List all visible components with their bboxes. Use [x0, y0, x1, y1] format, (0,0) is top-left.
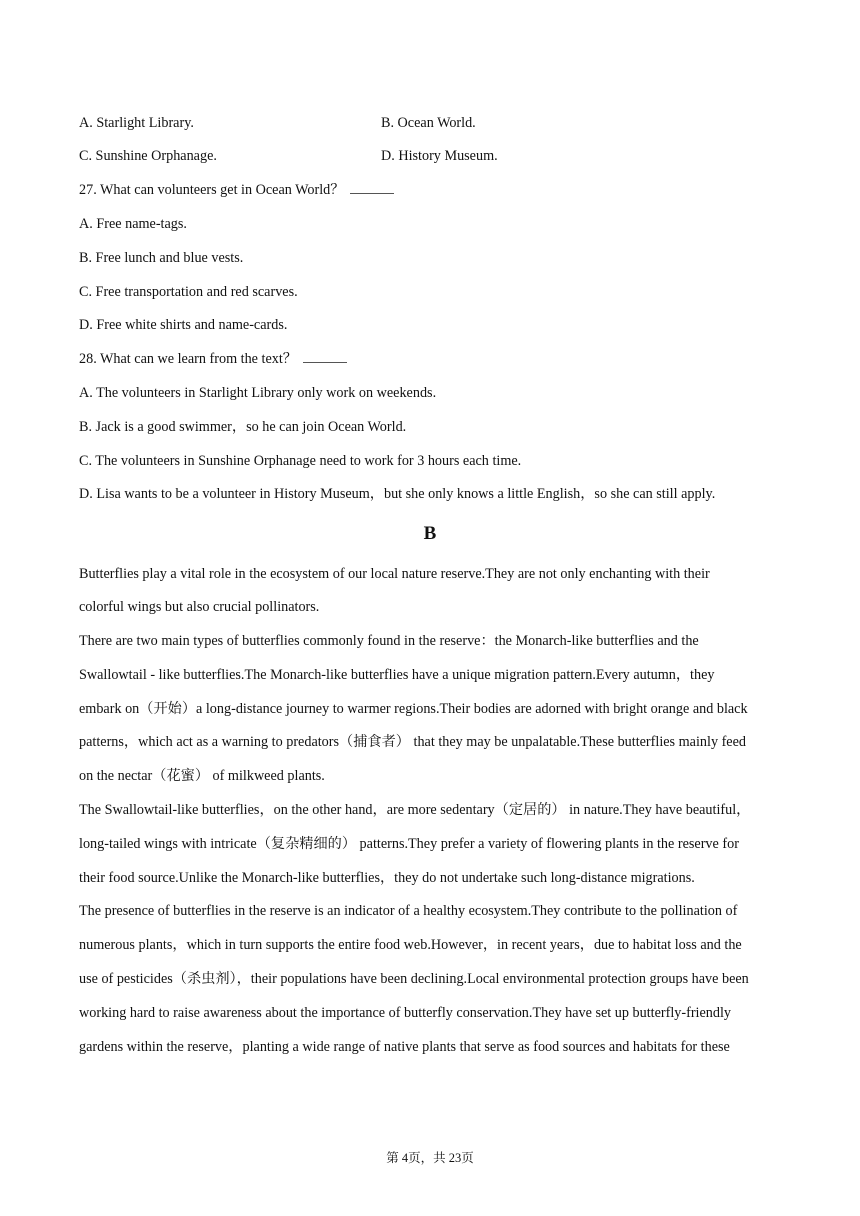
q28-option-d: D. Lisa wants to be a volunteer in History Museum，but she only knows a little English，so she can still apply.	[79, 486, 716, 502]
q28-option-b: B. Jack is a good swimmer，so he can join Ocean World.	[79, 419, 407, 435]
q27-option-d: D. Free white shirts and name-cards.	[79, 317, 288, 333]
passage-line: use of pesticides（杀虫剂），their populations have been declining.Local environmental protection groups have been	[79, 971, 749, 987]
passage-line: There are two main types of butterflies commonly found in the reserve：the Monarch-like butterflies and the	[79, 633, 699, 649]
page-footer: 第 4页，共 23页	[386, 1151, 474, 1165]
q28-option-c: C. The volunteers in Sunshine Orphanage need to work for 3 hours each time.	[79, 453, 522, 469]
passage-line: their food source.Unlike the Monarch-like butterflies，they do not undertake such long-distance migrations.	[79, 870, 695, 886]
passage-line: The presence of butterflies in the reserve is an indicator of a healthy ecosystem.They contribute to the pollination of	[79, 903, 738, 919]
section-b-heading: B	[423, 523, 437, 544]
q27-stem-row	[79, 181, 394, 199]
q28-answer-blank	[303, 350, 347, 363]
passage-line: long-tailed wings with intricate（复杂精细的） patterns.They prefer a variety of flowering plants in the reserve for	[79, 836, 739, 852]
q28-option-a: A. The volunteers in Starlight Library only work on weekends.	[79, 385, 437, 401]
passage-line: Butterflies play a vital role in the ecosystem of our local nature reserve.They are not only enchanting with their	[79, 566, 710, 582]
q27-stem: 27. What can volunteers get in Ocean World？	[79, 182, 345, 198]
q26-option-a: A. Starlight Library.	[79, 115, 194, 131]
q27-option-a: A. Free name-tags.	[79, 216, 187, 232]
q27-answer-blank	[350, 181, 394, 194]
q27-option-c: C. Free transportation and red scarves.	[79, 284, 298, 300]
q28-stem: 28. What can we learn from the text？	[79, 351, 297, 367]
passage-line: colorful wings but also crucial pollinators.	[79, 599, 320, 615]
passage-line: Swallowtail - like butterflies.The Monarch-like butterflies have a unique migration pattern.Every autumn，they	[79, 667, 715, 683]
passage-line: patterns，which act as a warning to predators（捕食者） that they may be unpalatable.These butterflies mainly feed	[79, 734, 746, 750]
passage-line: embark on（开始）a long-distance journey to warmer regions.Their bodies are adorned with bright orange and black	[79, 701, 748, 717]
passage-line: working hard to raise awareness about the importance of butterfly conservation.They have set up butterfly-friendly	[79, 1005, 732, 1021]
passage-line: numerous plants，which in turn supports the entire food web.However，in recent years，due to habitat loss and the	[79, 937, 742, 953]
passage-line: gardens within the reserve，planting a wide range of native plants that serve as food sources and habitats for these	[79, 1039, 730, 1055]
q28-stem-row	[79, 350, 347, 368]
passage-line: The Swallowtail-like butterflies，on the other hand，are more sedentary（定居的） in nature.They have beautiful，	[79, 802, 751, 818]
q26-option-b: B. Ocean World.	[381, 115, 476, 131]
q26-option-c: C. Sunshine Orphanage.	[79, 148, 217, 164]
q27-option-b: B. Free lunch and blue vests.	[79, 250, 244, 266]
passage-line: on the nectar（花蜜） of milkweed plants.	[79, 768, 325, 784]
q26-option-d: D. History Museum.	[381, 148, 498, 164]
